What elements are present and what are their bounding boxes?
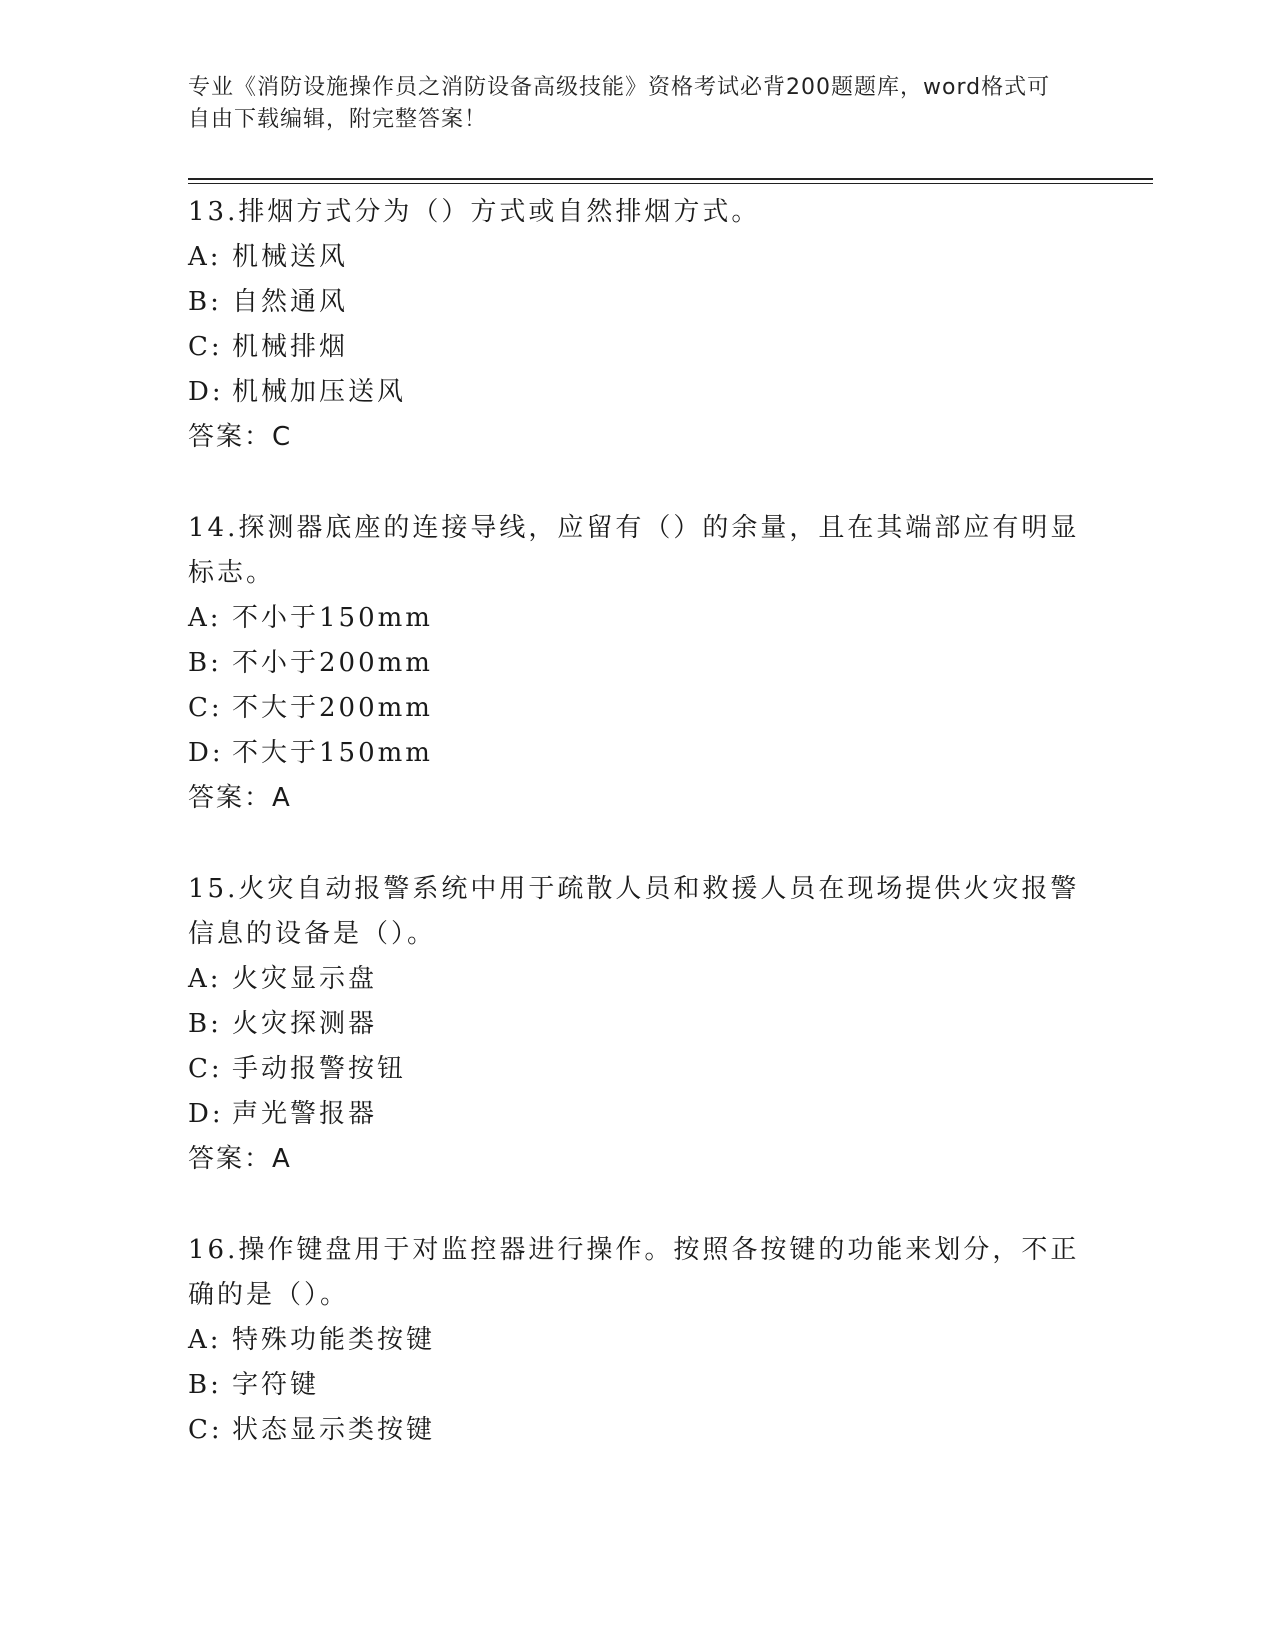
option-letter: A: bbox=[188, 1325, 222, 1355]
option-text: 字符键 bbox=[232, 1370, 320, 1400]
option-letter: D: bbox=[188, 377, 224, 407]
answer-line: 答案：A bbox=[188, 783, 292, 813]
question-stem: 16.操作键盘用于对监控器进行操作。按照各按键的功能来划分，不正确的是（）。 bbox=[188, 1235, 1080, 1310]
option-letter: A: bbox=[188, 603, 222, 633]
option-a bbox=[188, 596, 1088, 641]
header-divider-thick bbox=[188, 178, 1153, 180]
option-a bbox=[188, 1318, 1088, 1363]
option-d bbox=[188, 731, 1088, 776]
option-letter: D: bbox=[188, 738, 224, 768]
header-divider-thin bbox=[188, 183, 1153, 184]
option-text: 不大于150mm bbox=[232, 738, 433, 768]
option-b bbox=[188, 641, 1088, 686]
question-stem: 13.排烟方式分为（）方式或自然排烟方式。 bbox=[188, 197, 761, 227]
option-letter: C: bbox=[188, 1054, 223, 1084]
option-d bbox=[188, 1092, 1088, 1137]
option-letter: A: bbox=[188, 964, 222, 994]
option-a bbox=[188, 957, 1088, 1002]
question-13 bbox=[188, 190, 1088, 460]
question-stem: 15.火灾自动报警系统中用于疏散人员和救援人员在现场提供火灾报警信息的设备是（）。 bbox=[188, 874, 1080, 949]
option-text: 机械加压送风 bbox=[232, 377, 407, 407]
question-16 bbox=[188, 1228, 1088, 1453]
question-14 bbox=[188, 506, 1088, 821]
option-letter: A: bbox=[188, 242, 222, 272]
option-text: 火灾显示盘 bbox=[232, 964, 378, 994]
option-text: 不小于200mm bbox=[232, 648, 433, 678]
option-text: 机械排烟 bbox=[232, 332, 349, 362]
document-header: 专业《消防设施操作员之消防设备高级技能》资格考试必背200题题库，word格式可自由下载编辑，附完整答案！ bbox=[188, 75, 1051, 132]
option-c bbox=[188, 686, 1088, 731]
answer-line: 答案：A bbox=[188, 1144, 292, 1174]
option-c bbox=[188, 1408, 1088, 1453]
option-c bbox=[188, 1047, 1088, 1092]
option-letter: B: bbox=[188, 1370, 222, 1400]
option-letter: C: bbox=[188, 332, 223, 362]
option-text: 状态显示类按键 bbox=[232, 1415, 436, 1445]
option-b bbox=[188, 1363, 1088, 1408]
option-d bbox=[188, 370, 1088, 415]
option-letter: B: bbox=[188, 287, 222, 317]
option-letter: B: bbox=[188, 648, 222, 678]
option-c bbox=[188, 325, 1088, 370]
question-list bbox=[188, 190, 1088, 1499]
option-text: 火灾探测器 bbox=[232, 1009, 378, 1039]
option-letter: C: bbox=[188, 693, 223, 723]
option-text: 机械送风 bbox=[232, 242, 349, 272]
answer-line: 答案：C bbox=[188, 422, 293, 452]
question-stem: 14.探测器底座的连接导线，应留有（）的余量，且在其端部应有明显标志。 bbox=[188, 513, 1080, 588]
option-b bbox=[188, 280, 1088, 325]
option-text: 手动报警按钮 bbox=[232, 1054, 407, 1084]
option-text: 特殊功能类按键 bbox=[232, 1325, 436, 1355]
option-text: 自然通风 bbox=[232, 287, 349, 317]
option-text: 不大于200mm bbox=[232, 693, 433, 723]
question-15 bbox=[188, 867, 1088, 1182]
option-a bbox=[188, 235, 1088, 280]
option-text: 声光警报器 bbox=[232, 1099, 378, 1129]
option-letter: C: bbox=[188, 1415, 223, 1445]
option-b bbox=[188, 1002, 1088, 1047]
option-letter: D: bbox=[188, 1099, 224, 1129]
option-text: 不小于150mm bbox=[232, 603, 433, 633]
option-letter: B: bbox=[188, 1009, 222, 1039]
